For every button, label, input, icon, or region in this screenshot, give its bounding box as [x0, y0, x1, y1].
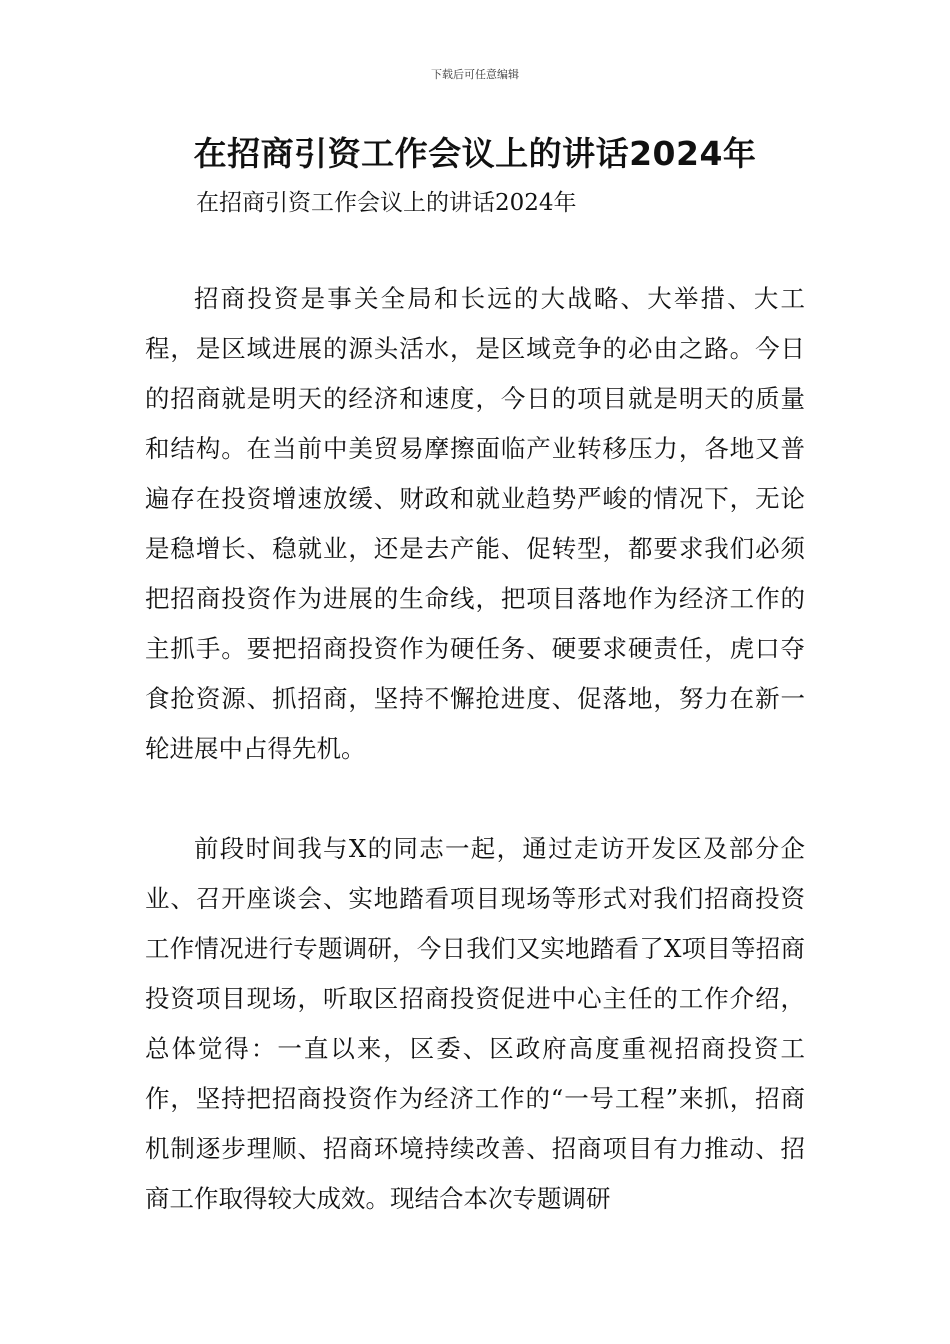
- document-title: 在招商引资工作会议上的讲话2024年: [193, 134, 757, 173]
- body-paragraph: 前段时间我与X的同志一起，通过走访开发区及部分企业、召开座谈会、实地踏看项目现场等形式对我们招商投资工作情况进行专题调研，今日我们又实地踏看了X项目等招商投资项目现场，听取区招商投资促进中心主任的工作介绍，总体觉得：一直以来，区委、区政府高度重视招商投资工作，坚持把招商投资作为经济工作的“一号工程”来抓，招商机制逐步理顺、招商环境持续改善、招商项目有力推动、招商工作取得较大成效。现结合本次专题调研: [145, 834, 805, 1213]
- header-note: 下载后可任意编辑: [431, 68, 519, 81]
- body-paragraph: 招商投资是事关全局和长远的大战略、大举措、大工程，是区域进展的源头活水，是区域竞争的必由之路。今日的招商就是明天的经济和速度，今日的项目就是明天的质量和结构。在当前中美贸易摩擦面临产业转移压力，各地又普遍存在投资增速放缓、财政和就业趋势严峻的情况下，无论是稳增长、稳就业，还是去产能、促转型，都要求我们必须把招商投资作为进展的生命线，把项目落地作为经济工作的主抓手。要把招商投资作为硬任务、硬要求硬责任，虎口夺食抢资源、抓招商，坚持不懈抢进度、促落地，努力在新一轮进展中占得先机。: [145, 284, 805, 763]
- document-subtitle: 在招商引资工作会议上的讲话2024年: [196, 190, 577, 216]
